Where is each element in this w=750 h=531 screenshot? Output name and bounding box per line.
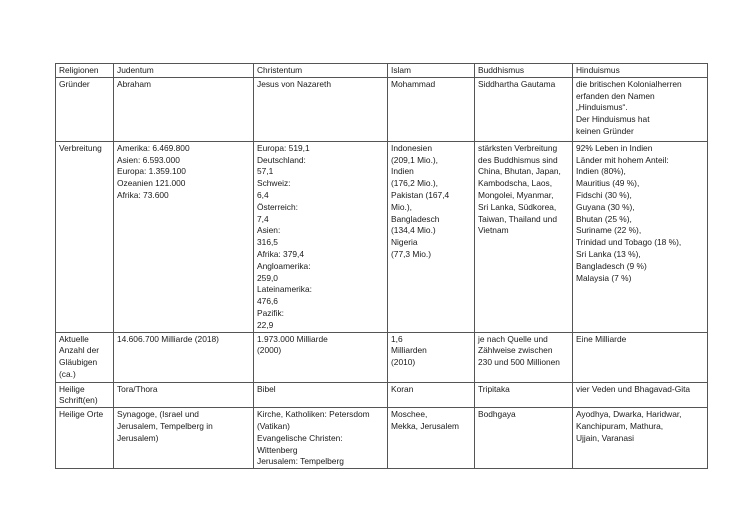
- row-label-cell: [56, 408, 114, 469]
- cell-text-line: „Hinduismus“.: [576, 102, 628, 113]
- cell-hinduismus: [573, 382, 708, 408]
- cell-text-line: stärksten Verbreitung: [478, 142, 558, 153]
- cell-text-line: Jerusalem: Tempelberg: [257, 456, 344, 467]
- cell-text-line: Länder mit hohem Anteil:: [576, 154, 669, 165]
- cell-text-line: Guyana (30 %),: [576, 201, 635, 212]
- cell-text-line: Moschee,: [391, 409, 428, 420]
- cell-text-line: Eine Milliarde: [576, 333, 627, 344]
- cell-islam: [388, 77, 475, 141]
- row-heilige-orte: [56, 408, 708, 469]
- row-anzahl-glaeubige: [56, 332, 708, 382]
- row-label-line: (ca.): [59, 368, 76, 379]
- cell-text-line: die britischen Kolonialherren: [576, 78, 682, 89]
- cell-text-line: Kanchipuram, Mathura,: [576, 420, 664, 431]
- header-cell-religionen: Religionen: [56, 64, 114, 78]
- cell-judentum: [114, 332, 254, 382]
- row-label-cell: [56, 332, 114, 382]
- cell-buddhismus: [475, 77, 573, 141]
- cell-buddhismus: [475, 382, 573, 408]
- cell-text-line: 7,4: [257, 213, 269, 224]
- cell-hinduismus: [573, 332, 708, 382]
- row-heilige-schriften: [56, 382, 708, 408]
- religion-comparison-table: [55, 63, 708, 469]
- cell-text-line: Abraham: [117, 78, 151, 89]
- cell-text-line: Sri Lanka, Südkorea,: [478, 201, 557, 212]
- cell-text-line: vier Veden und Bhagavad-Gita: [576, 383, 691, 394]
- cell-text-line: 57,1: [257, 166, 274, 177]
- cell-text-line: 230 und 500 Millionen: [478, 357, 560, 368]
- cell-text-line: Koran: [391, 383, 414, 394]
- cell-text-line: 316,5: [257, 237, 278, 248]
- cell-text-line: Jesus von Nazareth: [257, 78, 332, 89]
- cell-text-line: Mohammad: [391, 78, 436, 89]
- header-cell-hinduismus: Hinduismus: [573, 64, 708, 78]
- row-label-cell: [56, 77, 114, 141]
- cell-text-line: China, Bhutan, Japan,: [478, 166, 561, 177]
- cell-text-line: (Vatikan): [257, 420, 290, 431]
- cell-christentum: [254, 77, 388, 141]
- table-header-row: [56, 64, 708, 78]
- cell-text-line: (2000): [257, 345, 282, 356]
- cell-text-line: Evangelische Christen:: [257, 432, 343, 443]
- cell-text-line: Bangladesch (9 %): [576, 260, 647, 271]
- cell-text-line: 1.973.000 Milliarde: [257, 333, 328, 344]
- header-cell-christentum: Christentum: [254, 64, 388, 78]
- row-label-line: Schrift(en): [59, 395, 98, 406]
- row-label-line: Gläubigen: [59, 357, 98, 368]
- cell-text-line: Mongolei, Myanmar,: [478, 189, 554, 200]
- cell-islam: [388, 332, 475, 382]
- cell-text-line: 259,0: [257, 272, 278, 283]
- cell-text-line: 6,4: [257, 189, 269, 200]
- cell-text-line: Bhutan (25 %),: [576, 213, 632, 224]
- cell-christentum: [254, 382, 388, 408]
- cell-text-line: Kirche, Katholiken: Petersdom: [257, 409, 370, 420]
- cell-hinduismus: [573, 141, 708, 332]
- cell-text-line: Österreich:: [257, 201, 298, 212]
- cell-text-line: je nach Quelle und: [478, 333, 548, 344]
- cell-text-line: Ujjain, Varanasi: [576, 432, 635, 443]
- cell-text-line: Bibel: [257, 383, 276, 394]
- row-verbreitung: [56, 141, 708, 332]
- cell-judentum: [114, 141, 254, 332]
- cell-text-line: Afrika: 73.600: [117, 189, 169, 200]
- cell-text-line: Europa: 519,1: [257, 142, 310, 153]
- cell-text-line: Bodhgaya: [478, 409, 516, 420]
- cell-text-line: Sri Lanka (13 %),: [576, 248, 641, 259]
- cell-text-line: Asien:: [257, 225, 281, 236]
- cell-text-line: (2010): [391, 357, 416, 368]
- cell-islam: [388, 141, 475, 332]
- row-label-cell: [56, 382, 114, 408]
- cell-judentum: [114, 382, 254, 408]
- cell-text-line: Malaysia (7 %): [576, 272, 632, 283]
- header-cell-islam: Islam: [388, 64, 475, 78]
- cell-text-line: (176,2 Mio.),: [391, 178, 439, 189]
- cell-text-line: Asien: 6.593.000: [117, 154, 180, 165]
- cell-text-line: Pazifik:: [257, 307, 284, 318]
- cell-text-line: Suriname (22 %),: [576, 225, 642, 236]
- row-gruender: [56, 77, 708, 141]
- cell-text-line: Siddhartha Gautama: [478, 78, 556, 89]
- cell-text-line: (134,4 Mio.): [391, 225, 436, 236]
- cell-islam: [388, 408, 475, 469]
- cell-text-line: Trinidad und Tobago (18 %),: [576, 237, 682, 248]
- cell-text-line: Taiwan, Thailand und: [478, 213, 557, 224]
- cell-text-line: Nigeria: [391, 237, 418, 248]
- cell-text-line: Afrika: 379,4: [257, 248, 305, 259]
- cell-text-line: Ozeanien 121.000: [117, 178, 186, 189]
- cell-text-line: Bangladesch: [391, 213, 440, 224]
- cell-text-line: Europa: 1.359.100: [117, 166, 186, 177]
- row-label-line: Heilige: [59, 383, 85, 394]
- cell-christentum: [254, 332, 388, 382]
- cell-text-line: Vietnam: [478, 225, 509, 236]
- cell-text-line: erfanden den Namen: [576, 90, 655, 101]
- cell-text-line: Schweiz:: [257, 178, 291, 189]
- cell-text-line: 476,6: [257, 296, 278, 307]
- cell-text-line: 22,9: [257, 319, 274, 330]
- cell-islam: [388, 382, 475, 408]
- cell-text-line: 14.606.700 Milliarde (2018): [117, 333, 219, 344]
- cell-text-line: Synagoge, (Israel und: [117, 409, 199, 420]
- cell-text-line: Ayodhya, Dwarka, Haridwar,: [576, 409, 682, 420]
- cell-text-line: Zählweise zwischen: [478, 345, 553, 356]
- cell-text-line: keinen Gründer: [576, 125, 634, 136]
- cell-text-line: Kambodscha, Laos,: [478, 178, 553, 189]
- header-cell-buddhismus: Buddhismus: [475, 64, 573, 78]
- row-label-line: Heilige Orte: [59, 409, 104, 420]
- cell-buddhismus: [475, 332, 573, 382]
- cell-text-line: Wittenberg: [257, 444, 298, 455]
- cell-hinduismus: [573, 408, 708, 469]
- cell-text-line: Tora/Thora: [117, 383, 158, 394]
- row-label-line: Aktuelle: [59, 333, 89, 344]
- cell-text-line: 92% Leben in Indien: [576, 142, 653, 153]
- cell-text-line: Deutschland:: [257, 154, 306, 165]
- cell-text-line: des Buddhismus sind: [478, 154, 558, 165]
- cell-text-line: Fidschi (30 %),: [576, 189, 632, 200]
- cell-text-line: Mio.),: [391, 201, 412, 212]
- cell-text-line: Jerusalem): [117, 432, 159, 443]
- cell-buddhismus: [475, 408, 573, 469]
- cell-text-line: Indien: [391, 166, 414, 177]
- row-label-line: Verbreitung: [59, 142, 102, 153]
- cell-text-line: 1,6: [391, 333, 403, 344]
- cell-text-line: Der Hinduismus hat: [576, 114, 650, 125]
- cell-text-line: Indien (80%),: [576, 166, 626, 177]
- cell-text-line: Pakistan (167,4: [391, 189, 450, 200]
- cell-text-line: Milliarden: [391, 345, 427, 356]
- cell-buddhismus: [475, 141, 573, 332]
- cell-text-line: (77,3 Mio.): [391, 248, 432, 259]
- cell-text-line: Mekka, Jerusalem: [391, 420, 459, 431]
- cell-judentum: [114, 77, 254, 141]
- cell-christentum: [254, 141, 388, 332]
- cell-text-line: Jerusalem, Tempelberg in: [117, 420, 213, 431]
- row-label-line: Gründer: [59, 78, 90, 89]
- cell-hinduismus: [573, 77, 708, 141]
- cell-christentum: [254, 408, 388, 469]
- cell-text-line: Amerika: 6.469.800: [117, 142, 190, 153]
- cell-text-line: (209,1 Mio.),: [391, 154, 439, 165]
- header-cell-judentum: Judentum: [114, 64, 254, 78]
- cell-text-line: Angloamerika:: [257, 260, 311, 271]
- cell-text-line: Indonesien: [391, 142, 432, 153]
- cell-judentum: [114, 408, 254, 469]
- cell-text-line: Mauritius (49 %),: [576, 178, 640, 189]
- cell-text-line: Tripitaka: [478, 383, 510, 394]
- row-label-cell: [56, 141, 114, 332]
- cell-text-line: Lateinamerika:: [257, 284, 312, 295]
- row-label-line: Anzahl der: [59, 345, 100, 356]
